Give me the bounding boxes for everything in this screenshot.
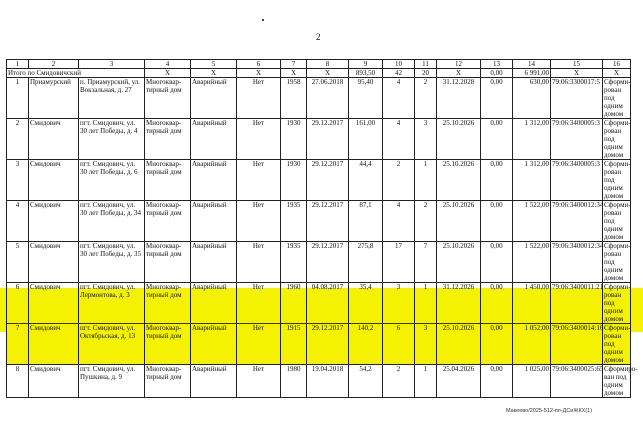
total-cell: 42 — [383, 69, 415, 78]
building-type-cell: Многоквар-тирный дом — [145, 201, 191, 242]
column-number-cell: 2 — [29, 60, 79, 69]
cadastral-cell: 79:06:3400012:34 — [551, 242, 603, 283]
district-cell: Смидович — [29, 119, 79, 160]
flag-cell: Нет — [237, 119, 281, 160]
deadline-cell: 25.04.2026 — [437, 365, 481, 398]
deadline-cell: 25.10.2026 — [437, 160, 481, 201]
date-cell: 27.06.2018 — [307, 78, 349, 119]
row-number: 2 — [7, 119, 29, 160]
amount-cell: 1 522,00 — [513, 242, 551, 283]
row-number: 8 — [7, 365, 29, 398]
district-cell: Смидович — [29, 283, 79, 324]
people-cell: 2 — [383, 365, 415, 398]
column-number-cell: 3 — [79, 60, 145, 69]
deadline-cell: 25.10.2026 — [437, 324, 481, 365]
total-cell: X — [281, 69, 307, 78]
footer-reference: Макеево/2025-512-пп-ДСиЖКХ(1) — [506, 408, 593, 414]
total-cell: X — [603, 69, 631, 78]
status-cell: Аварийный — [191, 160, 237, 201]
status-cell: Аварийный — [191, 365, 237, 398]
amount-cell: 1 522,00 — [513, 201, 551, 242]
building-type-cell: Многоквар-тирный дом — [145, 78, 191, 119]
count-cell: 3 — [415, 119, 437, 160]
note-cell: Сформиро-ван под одним домом — [604, 365, 638, 397]
year-cell: 1958 — [281, 78, 307, 119]
column-number-cell: 15 — [551, 60, 603, 69]
area-cell: 87,1 — [349, 201, 383, 242]
area-cell: 161,00 — [349, 119, 383, 160]
total-cell: 0,00 — [481, 69, 513, 78]
address-cell: пгт. Смидович, ул. Пушкина, д. 9 — [79, 365, 145, 398]
flag-cell: Нет — [237, 242, 281, 283]
row-number: 6 — [7, 283, 29, 324]
column-number-cell: 12 — [437, 60, 481, 69]
status-cell: Аварийный — [191, 119, 237, 160]
amount-cell: 630,00 — [513, 78, 551, 119]
cadastral-cell: 79:06:3400011:21 — [551, 283, 603, 324]
total-cell: X — [145, 69, 191, 78]
row-number: 3 — [7, 160, 29, 201]
deadline-cell: 31.12.2028 — [437, 78, 481, 119]
row-number: 7 — [7, 324, 29, 365]
amount-cell: 1 025,00 — [513, 365, 551, 398]
date-cell: 29.12.2017 — [307, 324, 349, 365]
total-label: Итого по Смидовичский — [7, 69, 145, 78]
district-cell: Смидович — [29, 324, 79, 365]
building-type-cell: Многоквар-тирный дом — [145, 365, 191, 398]
value-cell: 0,00 — [481, 242, 513, 283]
cadastral-cell: 79:06:3400014:16 — [551, 324, 603, 365]
column-number-row — [7, 60, 631, 69]
area-cell: 140,2 — [349, 324, 383, 365]
deadline-cell: 31.12.2026 — [437, 283, 481, 324]
value-cell: 0,00 — [481, 365, 513, 398]
address-cell: пгт. Смидович, ул. 30 лет Победы, д. 4 — [79, 119, 145, 160]
row-number: 1 — [7, 78, 29, 119]
district-cell: Смидович — [29, 365, 79, 398]
column-number-cell: 11 — [415, 60, 437, 69]
deadline-cell: 25.10.2026 — [437, 242, 481, 283]
count-cell: 2 — [415, 201, 437, 242]
cadastral-cell: 79:06:3400005:3 — [551, 119, 603, 160]
amount-cell: 1 312,00 — [513, 160, 551, 201]
value-cell: 0,00 — [481, 201, 513, 242]
year-cell: 1960 — [281, 283, 307, 324]
amount-cell: 1 312,00 — [513, 119, 551, 160]
note-cell: Сформи-рован под одним домом — [604, 160, 631, 200]
value-cell: 0,00 — [481, 283, 513, 324]
flag-cell: Нет — [237, 201, 281, 242]
building-type-cell: Многоквар-тирный дом — [145, 160, 191, 201]
cadastral-cell: 79:06:3400005:3 — [551, 160, 603, 201]
table-row — [7, 119, 631, 160]
flag-cell: Нет — [237, 160, 281, 201]
date-cell: 29.12.2017 — [307, 160, 349, 201]
row-number: 5 — [7, 242, 29, 283]
year-cell: 1980 — [281, 365, 307, 398]
table-row — [7, 365, 631, 398]
status-cell: Аварийный — [191, 283, 237, 324]
area-cell: 35,4 — [349, 283, 383, 324]
column-number-cell: 13 — [481, 60, 513, 69]
date-cell: 19.04.2018 — [307, 365, 349, 398]
total-row — [7, 69, 631, 78]
column-number-cell: 1 — [7, 60, 29, 69]
count-cell: 7 — [415, 242, 437, 283]
date-cell: 04.08.2017 — [307, 283, 349, 324]
area-cell: 95,40 — [349, 78, 383, 119]
cadastral-cell: 79:06:3300017:5 — [551, 78, 603, 119]
people-cell: 4 — [383, 201, 415, 242]
scan-speck — [262, 19, 264, 21]
note-cell: Сформи-рован под одним домом — [604, 324, 631, 364]
total-cell: X — [237, 69, 281, 78]
people-cell: 17 — [383, 242, 415, 283]
value-cell: 0,00 — [481, 160, 513, 201]
count-cell: 1 — [415, 365, 437, 398]
value-cell: 0,00 — [481, 78, 513, 119]
district-cell: Смидович — [29, 242, 79, 283]
column-number-cell: 14 — [513, 60, 551, 69]
date-cell: 29.12.2017 — [307, 242, 349, 283]
status-cell: Аварийный — [191, 242, 237, 283]
people-cell: 4 — [383, 119, 415, 160]
building-type-cell: Многоквар-тирный дом — [145, 242, 191, 283]
building-type-cell: Многоквар-тирный дом — [145, 119, 191, 160]
count-cell: 3 — [415, 324, 437, 365]
address-cell: пгт. Смидович, ул. Октябрьская, д. 13 — [79, 324, 145, 365]
cadastral-cell: 79:06:3400025:65 — [551, 365, 603, 398]
note-cell: Сформи-рован под одним домом — [604, 119, 631, 159]
district-cell: Приамурский — [29, 78, 79, 119]
year-cell: 1935 — [281, 242, 307, 283]
year-cell: 1930 — [281, 119, 307, 160]
table-row — [7, 160, 631, 201]
amount-cell: 1 450,00 — [513, 283, 551, 324]
address-cell: п. Приамурский, ул. Вокзальная, д. 27 — [79, 78, 145, 119]
flag-cell: Нет — [237, 283, 281, 324]
people-cell: 3 — [383, 283, 415, 324]
flag-cell: Нет — [237, 78, 281, 119]
address-cell: пгт. Смидович, ул. 30 лет Победы, д. 6 — [79, 160, 145, 201]
note-cell: Сформи-рован под одним домом — [604, 201, 631, 241]
total-cell: X — [551, 69, 603, 78]
building-type-cell: Многоквар-тирный дом — [145, 324, 191, 365]
people-cell: 6 — [383, 324, 415, 365]
building-type-cell: Многоквар-тирный дом — [145, 283, 191, 324]
row-number: 4 — [7, 201, 29, 242]
total-cell: X — [191, 69, 237, 78]
value-cell: 0,00 — [481, 324, 513, 365]
year-cell: 1930 — [281, 160, 307, 201]
year-cell: 1935 — [281, 201, 307, 242]
status-cell: Аварийный — [191, 78, 237, 119]
status-cell: Аварийный — [191, 201, 237, 242]
total-cell: 20 — [415, 69, 437, 78]
area-cell: 275,8 — [349, 242, 383, 283]
people-cell: 4 — [383, 78, 415, 119]
total-cell: X — [437, 69, 481, 78]
column-number-cell: 8 — [307, 60, 349, 69]
total-cell: 893,50 — [349, 69, 383, 78]
column-number-cell: 9 — [349, 60, 383, 69]
deadline-cell: 25.10.2026 — [437, 201, 481, 242]
total-cell: X — [307, 69, 349, 78]
status-cell: Аварийный — [191, 324, 237, 365]
total-cell: 6 991,00 — [513, 69, 551, 78]
housing-table — [6, 59, 638, 398]
count-cell: 2 — [415, 78, 437, 119]
table-row — [7, 283, 631, 324]
cadastral-cell: 79:06:3400012:34 — [551, 201, 603, 242]
district-cell: Смидович — [29, 201, 79, 242]
note-cell: Сформи-рован под одним домом — [604, 78, 631, 118]
table-row — [7, 242, 631, 283]
year-cell: 1915 — [281, 324, 307, 365]
count-cell: 1 — [415, 283, 437, 324]
area-cell: 44,4 — [349, 160, 383, 201]
flag-cell: Нет — [237, 324, 281, 365]
note-cell: Сформи-рован под одним домом — [604, 283, 631, 323]
district-cell: Смидович — [29, 160, 79, 201]
count-cell: 1 — [415, 160, 437, 201]
address-cell: пгт. Смидович, ул. 30 лет Победы, д. 34 — [79, 201, 145, 242]
column-number-cell: 5 — [191, 60, 237, 69]
people-cell: 2 — [383, 160, 415, 201]
column-number-cell: 16 — [603, 60, 631, 69]
date-cell: 29.12.2017 — [307, 119, 349, 160]
table-row — [7, 201, 631, 242]
deadline-cell: 25.10.2026 — [437, 119, 481, 160]
column-number-cell: 7 — [281, 60, 307, 69]
note-cell: Сформи-рован под одним домом — [604, 242, 631, 282]
table-row — [7, 324, 631, 365]
column-number-cell: 4 — [145, 60, 191, 69]
table-row — [7, 78, 631, 119]
area-cell: 54,2 — [349, 365, 383, 398]
address-cell: пгт. Смидович, ул. Лермонтова, д. 3 — [79, 283, 145, 324]
column-number-cell: 6 — [237, 60, 281, 69]
page-number: 2 — [316, 32, 321, 42]
column-number-cell: 10 — [383, 60, 415, 69]
address-cell: пгт. Смидович, ул. 30 лет Победы, д. 35 — [79, 242, 145, 283]
date-cell: 29.12.2017 — [307, 201, 349, 242]
amount-cell: 1 052,00 — [513, 324, 551, 365]
flag-cell: Нет — [237, 365, 281, 398]
value-cell: 0,00 — [481, 119, 513, 160]
